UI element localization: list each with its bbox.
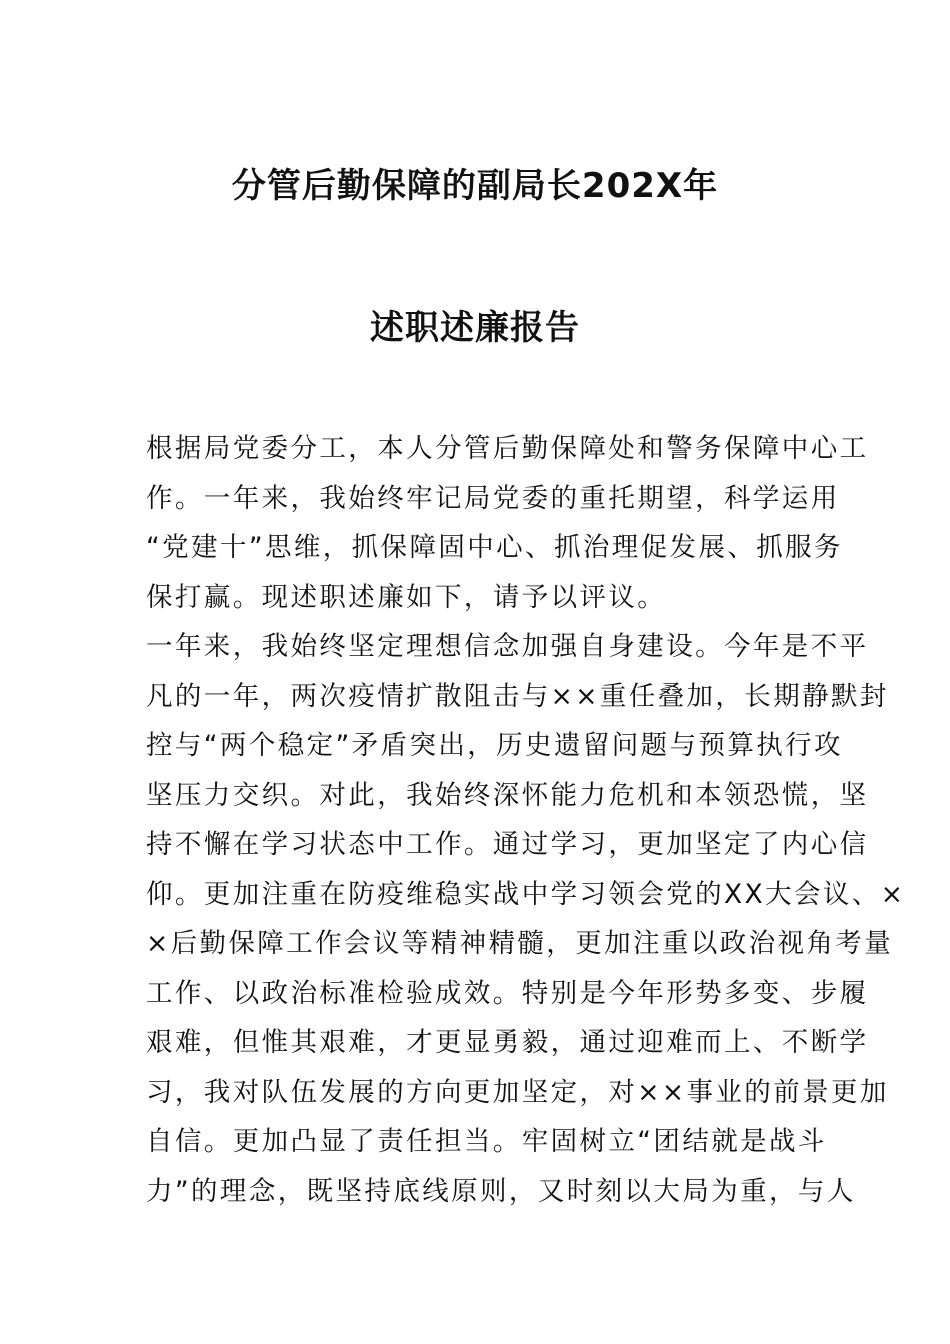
document-body: [146, 430, 906, 1222]
body-line: 坚压力交织。对此，我始终深怀能力危机和本领恐慌，坚: [146, 779, 869, 811]
body-line: “党建十”思维，抓保障固中心、抓治理促发展、抓服务: [146, 532, 843, 563]
body-line: 凡的一年，两次疫情扩散阻击与××重任叠加，长期静默封: [146, 680, 889, 712]
body-line: 工作、以政治标准检验成效。特别是今年形势多变、步履: [146, 977, 869, 1009]
body-line: 力”的理念，既坚持底线原则，又时刻以大局为重，与人: [146, 1175, 856, 1207]
body-line: 保打赢。现述职述廉如下，请予以评议。: [146, 581, 667, 613]
body-line: 习，我对队伍发展的方向更加坚定，对××事业的前景更加: [146, 1076, 889, 1108]
body-line: 根据局党委分工，本人分管后勤保障处和警务保障中心工: [146, 433, 869, 464]
body-line: 控与“两个稳定”矛盾突出，历史遗留问题与预算执行攻: [146, 730, 843, 761]
document-title-line-1: 分管后勤保障的副局长202X年: [231, 166, 719, 206]
body-line: 作。一年来，我始终牢记局党委的重托期望，科学运用: [146, 482, 840, 514]
body-line: 自信。更加凸显了责任担当。牢固树立“团结就是战斗: [146, 1126, 827, 1157]
body-line: 仰。更加注重在防疫维稳实战中学习领会党的XX大会议、×: [146, 878, 906, 910]
body-line: 艰难，但惟其艰难，才更显勇毅，通过迎难而上、不断学: [146, 1027, 869, 1058]
body-line: 持不懈在学习状态中工作。通过学习，更加坚定了内心信: [146, 829, 869, 860]
body-line: ×后勤保障工作会议等精神精髓，更加注重以政治视角考量: [146, 928, 894, 959]
body-line: 一年来，我始终坚定理想信念加强自身建设。今年是不平: [146, 631, 869, 662]
document-title-line-2: 述职述廉报告: [370, 308, 580, 348]
